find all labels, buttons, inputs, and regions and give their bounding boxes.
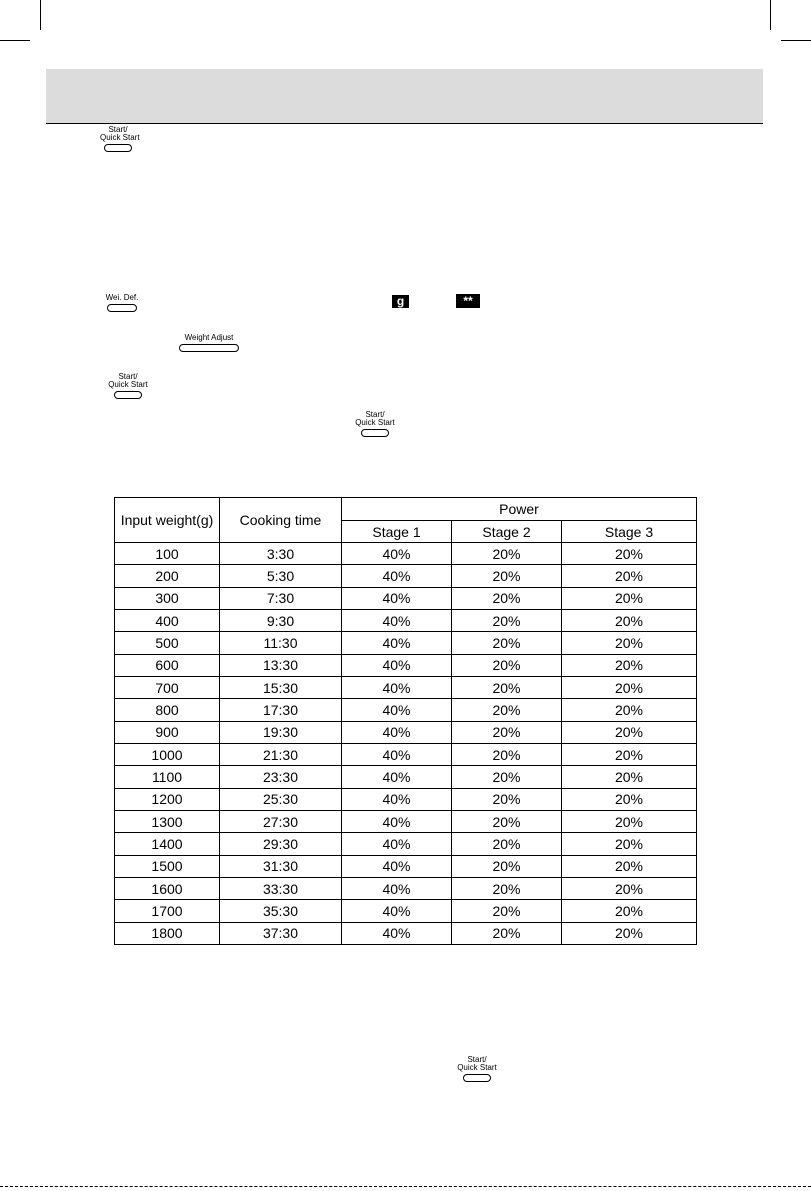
cell-input-weight: 100 (115, 543, 220, 565)
cell-input-weight: 1500 (115, 855, 220, 877)
cell-stage-3: 20% (562, 609, 697, 631)
header-stage-1: Stage 1 (342, 521, 452, 543)
cell-stage-1: 40% (342, 676, 452, 698)
start-label: Start/ (467, 1055, 487, 1064)
cell-stage-1: 40% (342, 810, 452, 832)
cell-stage-3: 20% (562, 922, 697, 944)
table-row (115, 654, 697, 676)
cell-input-weight: 1600 (115, 877, 220, 899)
cell-cooking-time: 37:30 (220, 922, 342, 944)
quick-start-label: Quick Start (457, 1063, 497, 1072)
crop-mark-top-right-h (781, 40, 811, 41)
cell-input-weight: 1300 (115, 810, 220, 832)
cell-cooking-time: 9:30 (220, 609, 342, 631)
button-outline (107, 304, 137, 312)
cell-stage-2: 20% (452, 743, 562, 765)
cell-stage-1: 40% (342, 743, 452, 765)
cell-cooking-time: 11:30 (220, 632, 342, 654)
crop-mark-top-left-h (0, 40, 30, 41)
button-outline (463, 1074, 491, 1082)
table-row (115, 676, 697, 698)
cell-input-weight: 700 (115, 676, 220, 698)
quick-start-label: Quick Start (108, 380, 148, 389)
start-quick-start-button[interactable] (108, 373, 148, 399)
cell-stage-3: 20% (562, 766, 697, 788)
start-quick-start-button[interactable] (456, 1056, 498, 1082)
table-row (115, 900, 697, 922)
cell-stage-1: 40% (342, 699, 452, 721)
quick-start-label: Quick Start (100, 133, 140, 142)
cell-stage-3: 20% (562, 676, 697, 698)
header-power: Power (342, 498, 697, 521)
cell-input-weight: 800 (115, 699, 220, 721)
table-row (115, 833, 697, 855)
cell-cooking-time: 13:30 (220, 654, 342, 676)
cell-stage-1: 40% (342, 632, 452, 654)
cell-input-weight: 1400 (115, 833, 220, 855)
cell-stage-3: 20% (562, 810, 697, 832)
button-outline (179, 344, 239, 352)
cell-input-weight: 1200 (115, 788, 220, 810)
cell-cooking-time: 19:30 (220, 721, 342, 743)
cell-stage-2: 20% (452, 632, 562, 654)
cell-input-weight: 1800 (115, 922, 220, 944)
cell-input-weight: 1000 (115, 743, 220, 765)
cell-cooking-time: 33:30 (220, 877, 342, 899)
cell-stage-2: 20% (452, 609, 562, 631)
cell-stage-1: 40% (342, 788, 452, 810)
cell-stage-2: 20% (452, 788, 562, 810)
cell-stage-3: 20% (562, 833, 697, 855)
table-row (115, 788, 697, 810)
cell-stage-2: 20% (452, 565, 562, 587)
start-quick-start-button[interactable] (100, 125, 140, 152)
cell-stage-1: 40% (342, 766, 452, 788)
cell-stage-2: 20% (452, 543, 562, 565)
cell-stage-3: 20% (562, 587, 697, 609)
cell-stage-3: 20% (562, 699, 697, 721)
cell-stage-3: 20% (562, 565, 697, 587)
weight-adjust-label: Weight Adjust (184, 333, 234, 342)
cell-input-weight: 500 (115, 632, 220, 654)
crop-mark-top-right-v (770, 0, 771, 30)
cell-input-weight: 900 (115, 721, 220, 743)
cell-cooking-time: 35:30 (220, 900, 342, 922)
start-label: Start/ (118, 372, 138, 381)
start-label: Start/ (365, 410, 385, 419)
cell-stage-3: 20% (562, 654, 697, 676)
cell-stage-2: 20% (452, 676, 562, 698)
button-outline (114, 391, 142, 399)
cell-input-weight: 1700 (115, 900, 220, 922)
cell-input-weight: 1100 (115, 766, 220, 788)
cell-stage-1: 40% (342, 543, 452, 565)
section-header-band (46, 69, 763, 123)
cell-input-weight: 200 (115, 565, 220, 587)
cell-stage-2: 20% (452, 922, 562, 944)
table-row (115, 922, 697, 944)
cell-stage-3: 20% (562, 788, 697, 810)
cell-stage-1: 40% (342, 833, 452, 855)
cell-stage-2: 20% (452, 900, 562, 922)
table-row (115, 721, 697, 743)
quick-start-label: Quick Start (355, 418, 395, 427)
table-row (115, 565, 697, 587)
cell-input-weight: 400 (115, 609, 220, 631)
cell-stage-1: 40% (342, 877, 452, 899)
start-label: Start/ (108, 125, 128, 134)
weight-adjust-button[interactable] (178, 334, 240, 352)
cell-stage-2: 20% (452, 721, 562, 743)
cell-stage-3: 20% (562, 632, 697, 654)
header-divider (46, 123, 763, 124)
cell-cooking-time: 17:30 (220, 699, 342, 721)
cell-stage-3: 20% (562, 721, 697, 743)
cell-input-weight: 300 (115, 587, 220, 609)
cell-stage-3: 20% (562, 877, 697, 899)
cell-cooking-time: 23:30 (220, 766, 342, 788)
cell-cooking-time: 31:30 (220, 855, 342, 877)
cell-cooking-time: 5:30 (220, 565, 342, 587)
button-outline (104, 144, 132, 152)
cell-stage-2: 20% (452, 855, 562, 877)
cell-stage-2: 20% (452, 587, 562, 609)
cell-stage-1: 40% (342, 922, 452, 944)
defrost-weight-table (114, 497, 697, 945)
table-row (115, 632, 697, 654)
cell-stage-2: 20% (452, 766, 562, 788)
cell-stage-1: 40% (342, 565, 452, 587)
cell-stage-1: 40% (342, 609, 452, 631)
header-stage-2: Stage 2 (452, 521, 562, 543)
header-input-weight: Input weight(g) (115, 498, 220, 543)
cell-cooking-time: 15:30 (220, 676, 342, 698)
cell-stage-1: 40% (342, 654, 452, 676)
table-row (115, 743, 697, 765)
cell-cooking-time: 25:30 (220, 788, 342, 810)
table-row (115, 699, 697, 721)
cell-stage-3: 20% (562, 743, 697, 765)
cell-cooking-time: 7:30 (220, 587, 342, 609)
gram-indicator: g (392, 295, 409, 308)
header-cooking-time: Cooking time (220, 498, 342, 543)
wei-def-label: Wei. Def. (105, 293, 139, 302)
cell-stage-3: 20% (562, 900, 697, 922)
start-quick-start-button[interactable] (354, 411, 396, 437)
table-row (115, 543, 697, 565)
cell-stage-2: 20% (452, 699, 562, 721)
cell-cooking-time: 3:30 (220, 543, 342, 565)
cell-stage-3: 20% (562, 855, 697, 877)
stars-indicator: ** (456, 294, 480, 308)
cell-stage-1: 40% (342, 855, 452, 877)
table-row (115, 587, 697, 609)
table-row (115, 810, 697, 832)
table-row (115, 855, 697, 877)
header-stage-3: Stage 3 (562, 521, 697, 543)
cell-stage-1: 40% (342, 721, 452, 743)
crop-mark-top-left-v (40, 0, 41, 30)
cell-cooking-time: 27:30 (220, 810, 342, 832)
table-row (115, 609, 697, 631)
cell-stage-3: 20% (562, 543, 697, 565)
cell-input-weight: 600 (115, 654, 220, 676)
wei-def-button[interactable] (104, 294, 140, 312)
cell-stage-2: 20% (452, 877, 562, 899)
button-outline (361, 429, 389, 437)
cell-stage-1: 40% (342, 587, 452, 609)
table-row (115, 877, 697, 899)
page-bottom-rule (0, 1186, 811, 1187)
cell-stage-2: 20% (452, 654, 562, 676)
cell-cooking-time: 21:30 (220, 743, 342, 765)
cell-stage-2: 20% (452, 810, 562, 832)
cell-stage-2: 20% (452, 833, 562, 855)
table-row (115, 766, 697, 788)
cell-cooking-time: 29:30 (220, 833, 342, 855)
cell-stage-1: 40% (342, 900, 452, 922)
